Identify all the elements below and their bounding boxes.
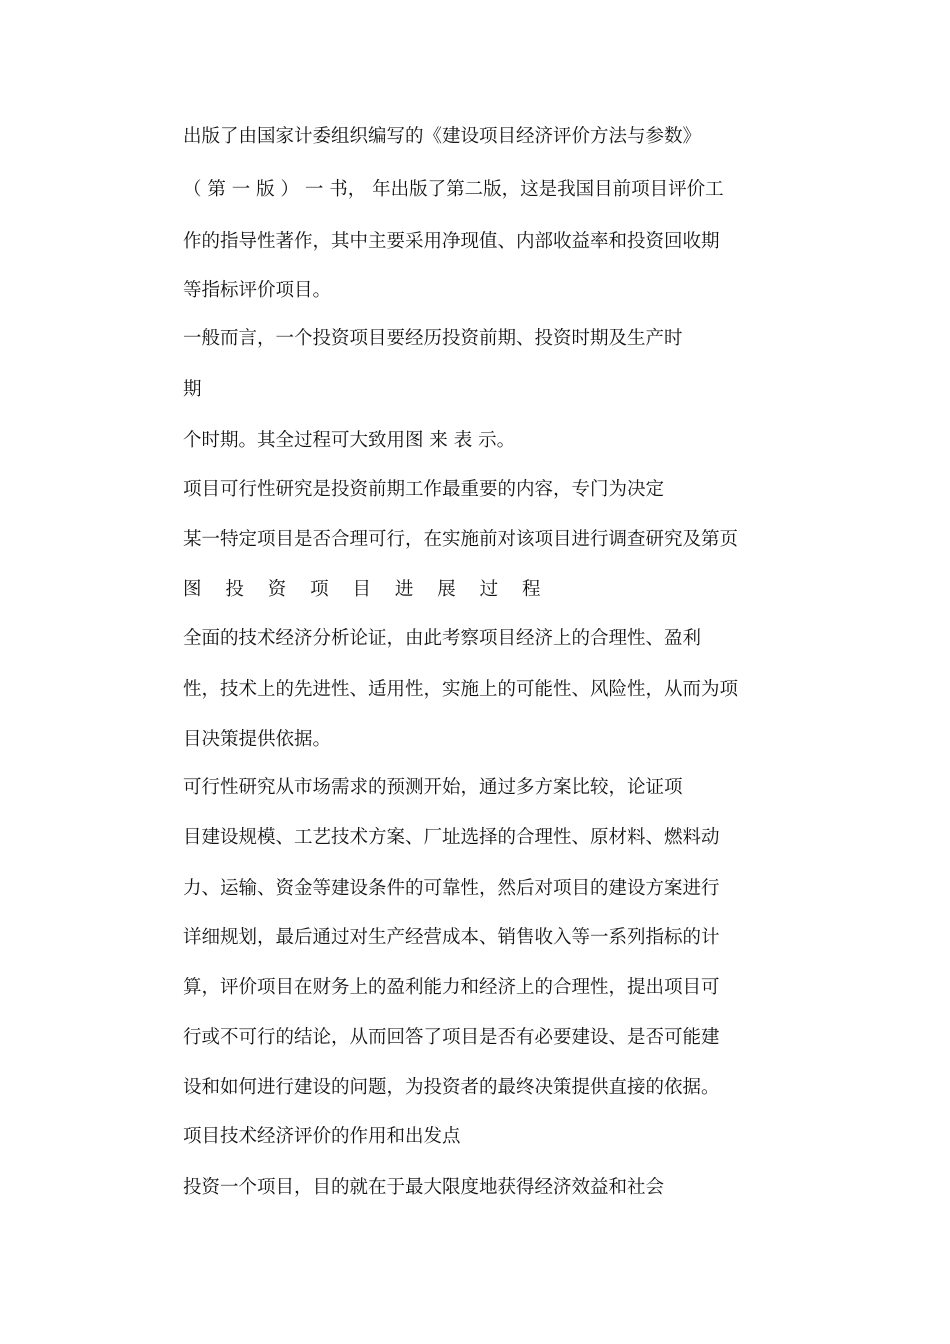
text-line-15: 目建设规模、工艺技术方案、厂址选择的合理性、原材料、燃料动 xyxy=(183,827,720,848)
text-line-1: 出版了由国家计委组织编写的《建设项目经济评价方法与参数》 xyxy=(183,126,702,147)
text-line-13: 目决策提供依据。 xyxy=(183,729,332,750)
text-line-9: 某一特定项目是否合理可行，在实施前对该项目进行调查研究及第页 xyxy=(183,529,739,550)
text-line-16: 力、运输、资金等建设条件的可靠性，然后对项目的建设方案进行 xyxy=(183,878,720,899)
text-line-3: 作的指导性著作，其中主要采用净现值、内部收益率和投资回收期 xyxy=(183,231,720,252)
text-line-5: 一般而言，一个投资项目要经历投资前期、投资时期及生产时 xyxy=(183,328,683,349)
text-line-2: （ 第 一 版 ） 一 书， 年出版了第二版，这是我国目前项目评价工 xyxy=(183,179,724,200)
text-line-4: 等指标评价项目。 xyxy=(183,280,332,301)
figure-caption: 图 投 资 项 目 进 展 过 程 xyxy=(183,579,550,600)
text-line-18: 算，评价项目在财务上的盈利能力和经济上的合理性，提出项目可 xyxy=(183,977,720,998)
text-line-14: 可行性研究从市场需求的预测开始，通过多方案比较，论证项 xyxy=(183,777,683,798)
text-line-8: 项目可行性研究是投资前期工作最重要的内容，专门为决定 xyxy=(183,479,665,500)
text-line-20: 设和如何进行建设的问题，为投资者的最终决策提供直接的依据。 xyxy=(183,1077,720,1098)
text-line-7: 个时期。其全过程可大致用图 来 表 示。 xyxy=(183,430,516,451)
text-line-19: 行或不可行的结论，从而回答了项目是否有必要建设、是否可能建 xyxy=(183,1027,720,1048)
section-heading: 项目技术经济评价的作用和出发点 xyxy=(183,1126,461,1147)
text-line-12: 性，技术上的先进性、适用性，实施上的可能性、风险性，从而为项 xyxy=(183,679,739,700)
text-line-17: 详细规划，最后通过对生产经营成本、销售收入等一系列指标的计 xyxy=(183,927,720,948)
text-line-6: 期 xyxy=(183,379,202,400)
text-line-11: 全面的技术经济分析论证，由此考察项目经济上的合理性、盈利 xyxy=(183,628,702,649)
text-line-22: 投资一个项目，目的就在于最大限度地获得经济效益和社会 xyxy=(183,1177,665,1198)
